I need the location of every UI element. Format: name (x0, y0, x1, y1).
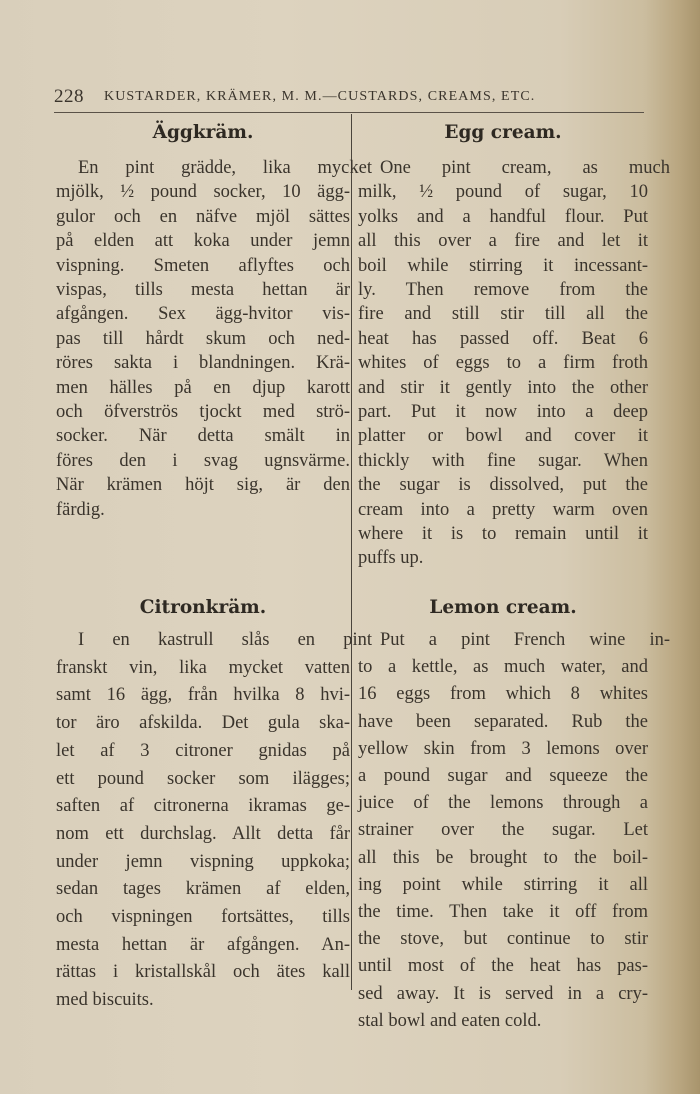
text-line: vispas, tills mesta hettan är (56, 280, 350, 300)
text-line: the sugar is dissolved, put the (358, 475, 648, 496)
text-line: franskt vin, lika mycket vatten (56, 657, 350, 678)
header-rule (54, 112, 644, 113)
text-line: vispning. Smeten aflyftes och (56, 255, 350, 276)
text-line: part. Put it now into a deep (358, 402, 648, 422)
text-line: yolks and a handful flour. Put (358, 206, 648, 227)
text-line: färdig. (56, 499, 105, 520)
text-line: and stir it gently into the other (358, 377, 648, 398)
text-line: samt 16 ägg, från hvilka 8 hvi- (56, 685, 350, 706)
text-line: föres den i svag ugnsvärme. (56, 450, 350, 471)
text-line: a pound sugar and squeeze the (358, 766, 648, 786)
text-line: gulor och en näfve mjöl sättes (56, 206, 350, 227)
section-title: Äggkräm. (152, 122, 254, 143)
text-line: Put a pint French wine in- (380, 630, 670, 650)
page-number: 228 (54, 86, 84, 107)
text-line: på elden att koka under jemn (56, 231, 350, 252)
text-line: juice of the lemons through a (358, 793, 648, 814)
text-line: boil while stirring it incessant- (358, 255, 648, 276)
text-line: heat has passed off. Beat 6 (358, 328, 648, 349)
text-line: röres sakta i blandningen. Krä- (56, 353, 350, 374)
text-line: One pint cream, as much (380, 158, 670, 178)
text-line: och vispningen fortsättes, tills (56, 907, 350, 927)
text-line: mesta hettan är afgången. An- (56, 934, 350, 955)
section-title: Citronkräm. (139, 597, 267, 618)
text-line: have been separated. Rub the (358, 711, 648, 732)
text-line: where it is to remain until it (358, 524, 648, 544)
text-line: rättas i kristallskål och ätes kall (56, 962, 350, 983)
text-line: nom ett durchslag. Allt detta får (56, 823, 350, 844)
text-line: tor äro afskilda. Det gula ska- (56, 713, 350, 734)
text-line: och öfverströs tjockt med strö- (56, 402, 350, 422)
text-line: whites of eggs to a firm froth (358, 353, 648, 374)
text-line: ly. Then remove from the (358, 280, 648, 300)
text-line: cream into a pretty warm oven (358, 499, 648, 520)
text-line: 16 eggs from which 8 whites (358, 684, 648, 705)
text-line: sed away. It is served in a cry- (358, 983, 648, 1004)
text-line: sedan tages krämen af elden, (56, 879, 350, 900)
text-line: saften af citronerna ikramas ge- (56, 796, 350, 817)
text-line: med biscuits. (56, 990, 154, 1011)
text-line: socker. När detta smält in (56, 426, 350, 447)
text-line: platter or bowl and cover it (358, 426, 648, 447)
text-line: all this over a fire and let it (358, 231, 648, 252)
text-line: under jemn vispning uppkoka; (56, 851, 350, 872)
column-divider (351, 114, 352, 990)
text-line: stal bowl and eaten cold. (358, 1010, 542, 1031)
text-line: ett pound socker som ilägges; (56, 768, 350, 789)
text-line: let af 3 citroner gnidas på (56, 740, 350, 761)
text-line: En pint grädde, lika mycket (78, 158, 372, 178)
text-line: men hälles på en djup karott (56, 377, 350, 398)
text-line: milk, ½ pound of sugar, 10 (358, 182, 648, 203)
text-line: pas till hårdt skum och ned- (56, 328, 350, 349)
text-line: until most of the heat has pas- (358, 956, 648, 977)
text-line: När krämen höjt sig, är den (56, 475, 350, 496)
text-line: the time. Then take it off from (358, 902, 648, 922)
running-header (54, 86, 644, 106)
text-line: to a kettle, as much water, and (358, 657, 648, 678)
text-line: fire and still stir till all the (358, 304, 648, 325)
text-line: strainer over the sugar. Let (358, 820, 648, 841)
text-line: ing point while stirring it all (358, 874, 648, 895)
text-line: all this be brought to the boil- (358, 847, 648, 868)
text-line: puffs up. (358, 548, 424, 569)
text-line: afgången. Sex ägg-hvitor vis- (56, 304, 350, 325)
text-line: yellow skin from 3 lemons over (358, 738, 648, 759)
text-line: thickly with fine sugar. When (358, 450, 648, 471)
text-line: I en kastrull slås en pint (78, 630, 372, 650)
text-line: mjölk, ½ pound socker, 10 ägg- (56, 182, 350, 203)
section-title: Lemon cream. (429, 597, 577, 618)
running-title: KUSTARDER, KRÄMER, M. M.—CUSTARDS, CREAMS, ETC. (104, 89, 536, 104)
text-line: the stove, but continue to stir (358, 929, 648, 950)
section-title: Egg cream. (444, 122, 562, 143)
